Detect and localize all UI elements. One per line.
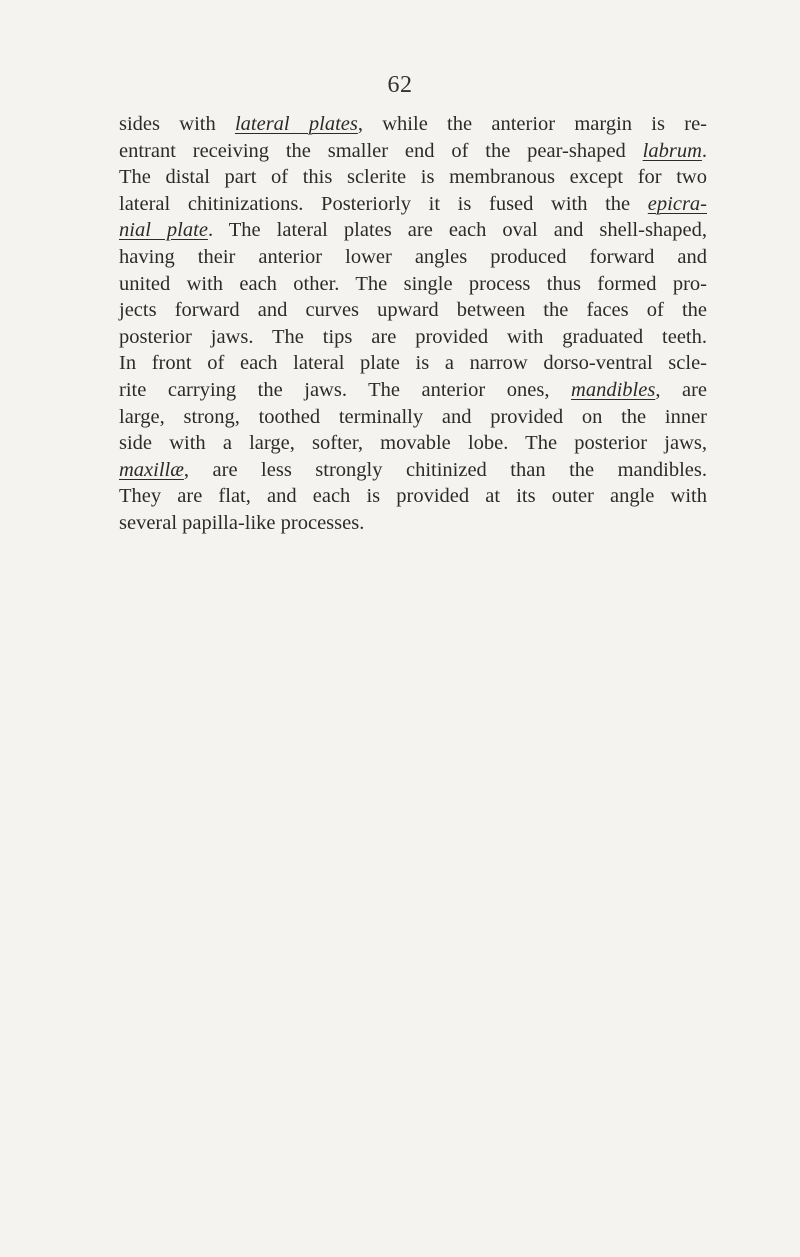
text-span: , are less strongly chitinized than the mandibles. (183, 458, 707, 481)
italic-term-maxillae: maxillæ (119, 458, 184, 481)
text-span: entrant receiving the smaller end of the pear-shaped (119, 139, 643, 162)
text-line (119, 457, 707, 484)
text-line: The distal part of this sclerite is membranous except for two (119, 166, 707, 189)
text-line (119, 111, 707, 138)
text-line: In front of each lateral plate is a narrow dorso-ventral scle- (119, 352, 707, 375)
italic-term-labrum: labrum (642, 139, 702, 162)
text-line (119, 191, 707, 218)
text-line: side with a large, softer, movable lobe. The posterior jaws, (119, 432, 707, 455)
text-line (119, 217, 707, 244)
text-span: , are (655, 378, 707, 401)
italic-term-mandibles: mandibles (571, 378, 656, 401)
text-line: several papilla-like processes. (119, 511, 365, 534)
body-paragraph (119, 111, 707, 537)
text-span: sides with (119, 113, 235, 135)
italic-term-epicranial-start: epicra- (647, 192, 707, 215)
italic-term-epicranial-end: nial plate (119, 219, 208, 242)
text-span: rite carrying the jaws. The anterior ones, (119, 378, 572, 401)
text-line: large, strong, toothed terminally and provided on the inner (119, 405, 707, 428)
text-span: , while the anterior margin is re- (357, 113, 707, 135)
text-line: united with each other. The single process thus formed pro- (119, 272, 707, 295)
text-line (119, 377, 707, 404)
text-line: having their anterior lower angles produced forward and (119, 245, 707, 268)
text-span: . The lateral plates are each oval and shell-shaped, (207, 219, 707, 242)
text-line: jects forward and curves upward between the faces of the (119, 299, 707, 322)
text-line (119, 138, 707, 165)
text-line: posterior jaws. The tips are provided with graduated teeth. (119, 325, 707, 348)
italic-term-lateral-plates: lateral plates (234, 113, 358, 135)
text-line: They are flat, and each is provided at its outer angle with (119, 485, 707, 508)
text-span: lateral chitinizations. Posteriorly it is fused with the (119, 192, 648, 215)
text-span: . (701, 139, 707, 162)
page-number: 62 (387, 72, 413, 98)
